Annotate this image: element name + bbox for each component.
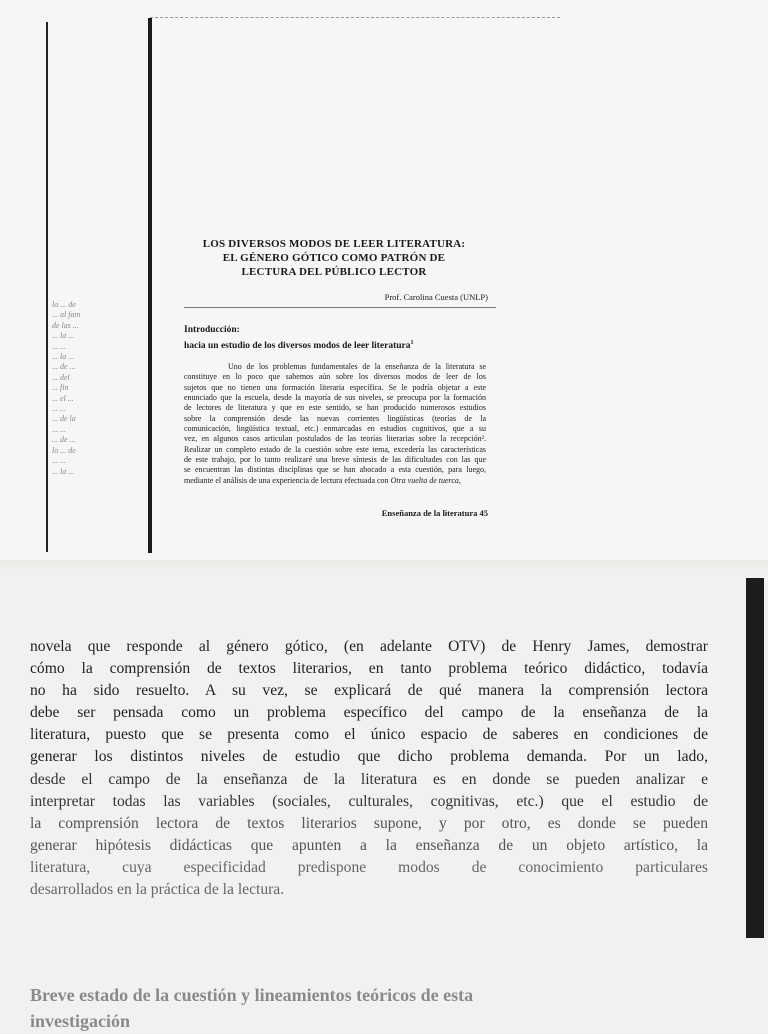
- paragraph-line: se encuentran las distintas disciplinas que se han abocado a esta cuestión, para luego,: [184, 465, 486, 475]
- paragraph-line: interpretar todas las variables (sociales, culturales, cognitivas, etc.) que el estudio de: [30, 792, 708, 810]
- section-heading: [30, 982, 670, 1034]
- paragraph-line: debe ser pensada como un problema específico del campo de la enseñanza de la: [30, 704, 708, 722]
- paragraph-line: comunicación, lingüística textual, etc.) enmarcadas en estudios cognitivos, que a su: [184, 424, 486, 434]
- title-line: LECTURA DEL PÚBLICO LECTOR: [241, 266, 427, 278]
- scan-seam: [0, 560, 768, 570]
- article-title: [184, 237, 484, 279]
- page-footer: Enseñanza de la literatura 45: [381, 508, 488, 518]
- paragraph-line: vez, en algunos casos articulan postulados de las teorías literarias sobre la recepción².: [184, 434, 486, 444]
- section-heading-line: investigación: [30, 1011, 131, 1031]
- paragraph-line: novela que responde al género gótico, (en adelante OTV) de Henry James, demostrar: [30, 638, 708, 655]
- margin-fragment: ... de ...: [52, 362, 76, 372]
- paragraph-line-text: mediante el análisis de una experiencia de lectura efectuada con: [184, 475, 391, 485]
- paragraph-line: literatura, cuya especificidad predispone modos de conocimiento particulares: [30, 858, 708, 876]
- intro-heading-block: [184, 324, 504, 353]
- paragraph-line: la comprensión lectora de textos literarios supone, y por otro, es donde se pueden: [30, 814, 708, 832]
- margin-fragment: ... fin: [52, 383, 69, 393]
- margin-fragment: ... ...: [52, 404, 66, 414]
- intro-subheading: [184, 337, 504, 353]
- margin-fragment: ... del: [52, 372, 70, 382]
- margin-fragment: ... la ...: [52, 352, 75, 362]
- paragraph-line: generar los distintos niveles de estudio que dicho problema demanda. Por un lado,: [30, 748, 708, 766]
- paragraph-line: literatura, puesto que se presenta como el único espacio de saberes en condiciones de: [30, 726, 708, 744]
- author-byline: Prof. Carolina Cuesta (UNLP): [384, 292, 488, 302]
- margin-fragment: ... la ...: [52, 466, 75, 476]
- title-line: EL GÉNERO GÓTICO COMO PATRÓN DE: [222, 252, 446, 264]
- continued-paragraph: [30, 636, 708, 901]
- book-spine-shadow: [148, 18, 152, 553]
- margin-fragment: ... la ...: [52, 331, 75, 341]
- paragraph-line: [184, 476, 486, 486]
- margin-fragment: la ... de: [52, 300, 76, 309]
- footnote-marker: 1: [410, 340, 414, 346]
- paragraph-line: Realizar un completo estado de la cuestión sobre este tema, excedería las características: [184, 444, 486, 454]
- paragraph-line: desarrollados en la práctica de la lectura.: [30, 881, 285, 899]
- paragraph-line: no ha sido resuelto. A su vez, se explicará de qué manera la comprensión lectora: [30, 682, 708, 700]
- left-page-edge: [46, 22, 48, 552]
- intro-subheading-text: hacia un estudio de los diversos modos de leer literatura: [184, 341, 411, 352]
- intro-heading: Introducción:: [184, 325, 240, 335]
- margin-fragment: lo ... de: [52, 445, 76, 455]
- title-line: LOS DIVERSOS MODOS DE LEER LITERATURA:: [202, 238, 466, 250]
- margin-fragment: ... ...: [52, 341, 66, 351]
- paragraph-line: sobre la comprensión desde las nuevas corrientes lingüísticas (teorías de la: [184, 413, 486, 423]
- paragraph-line: desde el campo de la enseñanza de la literatura es en donde se pueden analizar e: [30, 770, 708, 788]
- intro-paragraph: [184, 362, 486, 486]
- paragraph-line: sujetos que no tienen una formación literaria específica. Se le podría objetar a este: [184, 382, 486, 392]
- paragraph-line: enunciado que la escuela, desde la mayoría de sus niveles, se preocupa por la formación: [184, 393, 486, 403]
- paragraph-line: de lectores de literatura y que en este sentido, se han producido numerosos estudios: [184, 403, 486, 413]
- margin-fragment: ... ...: [52, 456, 66, 466]
- paragraph-line: de este trabajo, por lo tanto realizaré una breve síntesis de las dificultades con las que: [184, 455, 486, 465]
- paragraph-line: cómo la comprensión de textos literarios, en tanto problema teórico didáctico, todavía: [30, 660, 708, 678]
- margin-fragment: ... el ...: [52, 393, 74, 403]
- facing-page-margin-text: [52, 300, 142, 477]
- margin-fragment: ... al fam: [52, 310, 81, 320]
- top-rule: [150, 17, 560, 19]
- paragraph-line: constituye en lo poco que sabemos aún sobre los diversos modos de leer de los: [184, 372, 486, 382]
- section-heading-line: Breve estado de la cuestión y lineamientos teóricos de esta: [30, 985, 474, 1005]
- margin-fragment: ... ...: [52, 424, 66, 434]
- margin-fragment: ... de la: [52, 414, 76, 424]
- title-divider: [184, 307, 496, 308]
- paragraph-line: Uno de los problemas fundamentales de la enseñanza de la literatura se: [228, 362, 486, 371]
- margin-fragment: de las ...: [52, 320, 79, 330]
- right-scan-edge: [746, 578, 764, 938]
- margin-fragment: ... de ...: [52, 435, 76, 445]
- book-title-italic: Otra vuelta de tuerca,: [390, 475, 461, 485]
- paragraph-line: generar hipótesis didácticas que apunten a la enseñanza de un objeto artístico, la: [30, 836, 708, 854]
